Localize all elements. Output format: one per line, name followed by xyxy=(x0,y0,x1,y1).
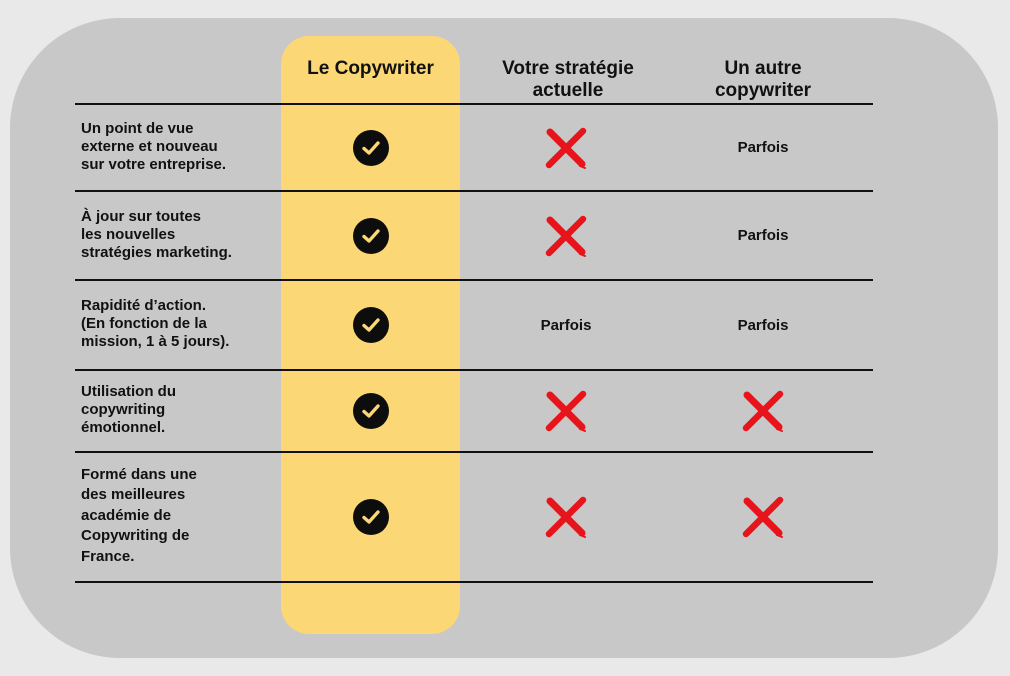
cell-autre xyxy=(683,108,843,187)
check-circle-icon xyxy=(353,218,389,254)
header-line: actuelle xyxy=(532,80,604,101)
cell-strategie xyxy=(486,284,646,366)
cell-copywriter xyxy=(291,374,451,448)
feature-label xyxy=(81,383,281,437)
row-divider xyxy=(75,581,873,583)
row-divider xyxy=(75,279,873,281)
feature-label-line: Copywriting de xyxy=(81,527,190,545)
feature-label-line: Un point de vue xyxy=(81,119,194,137)
row-divider xyxy=(75,190,873,192)
cell-strategie xyxy=(486,374,646,448)
cell-text-parfois: Parfois xyxy=(540,316,592,334)
feature-label-line: (En fonction de la xyxy=(81,315,207,332)
cell-autre xyxy=(683,456,843,578)
cell-text-parfois: Parfois xyxy=(737,139,789,156)
check-circle-icon xyxy=(353,130,389,166)
feature-label-line: copywriting xyxy=(81,401,166,418)
cell-strategie xyxy=(486,456,646,578)
check-circle-icon xyxy=(353,307,389,343)
red-cross-icon xyxy=(544,127,588,169)
feature-label xyxy=(81,465,281,568)
feature-label xyxy=(81,297,281,351)
header-votre-strategie xyxy=(478,58,658,102)
feature-label-line: Rapidité d’action. xyxy=(81,297,207,314)
red-cross-icon xyxy=(544,390,588,432)
feature-label-line: stratégies marketing. xyxy=(81,243,232,261)
row-divider xyxy=(75,451,873,453)
cell-copywriter xyxy=(291,108,451,187)
feature-label-line: académie de xyxy=(81,506,172,524)
feature-label-line: mission, 1 à 5 jours). xyxy=(81,333,230,350)
feature-label-line: les nouvelles xyxy=(81,225,176,243)
header-autre-copywriter xyxy=(673,58,853,102)
feature-label-line: externe et nouveau xyxy=(81,137,218,155)
red-cross-icon xyxy=(544,496,588,538)
feature-label-line: France. xyxy=(81,547,135,565)
feature-label-line: des meilleures xyxy=(81,486,186,504)
cell-copywriter xyxy=(291,456,451,578)
row-divider xyxy=(75,369,873,371)
header-line: Votre stratégie xyxy=(502,58,634,79)
feature-label-line: émotionnel. xyxy=(81,419,166,436)
check-circle-icon xyxy=(353,499,389,535)
cell-text-parfois: Parfois xyxy=(737,316,789,334)
header-line: Un autre xyxy=(724,58,802,79)
cell-strategie xyxy=(486,108,646,187)
cell-text-parfois: Parfois xyxy=(737,227,789,244)
header-le-copywriter xyxy=(281,58,460,80)
cell-autre xyxy=(683,284,843,366)
feature-label-line: À jour sur toutes xyxy=(81,207,202,225)
cell-autre xyxy=(683,195,843,276)
row-divider xyxy=(75,103,873,105)
feature-label-line: Formé dans une xyxy=(81,465,197,483)
check-circle-icon xyxy=(353,393,389,429)
red-cross-icon xyxy=(741,496,785,538)
cell-copywriter xyxy=(291,195,451,276)
feature-label xyxy=(81,120,281,174)
feature-label-line: Utilisation du xyxy=(81,383,176,400)
red-cross-icon xyxy=(741,390,785,432)
red-cross-icon xyxy=(544,215,588,257)
header-line: Le Copywriter xyxy=(307,58,434,79)
feature-label xyxy=(81,208,281,262)
cell-autre xyxy=(683,374,843,448)
header-line: copywriter xyxy=(714,80,812,101)
feature-label-line: sur votre entreprise. xyxy=(81,155,227,173)
cell-copywriter xyxy=(291,284,451,366)
cell-strategie xyxy=(486,195,646,276)
